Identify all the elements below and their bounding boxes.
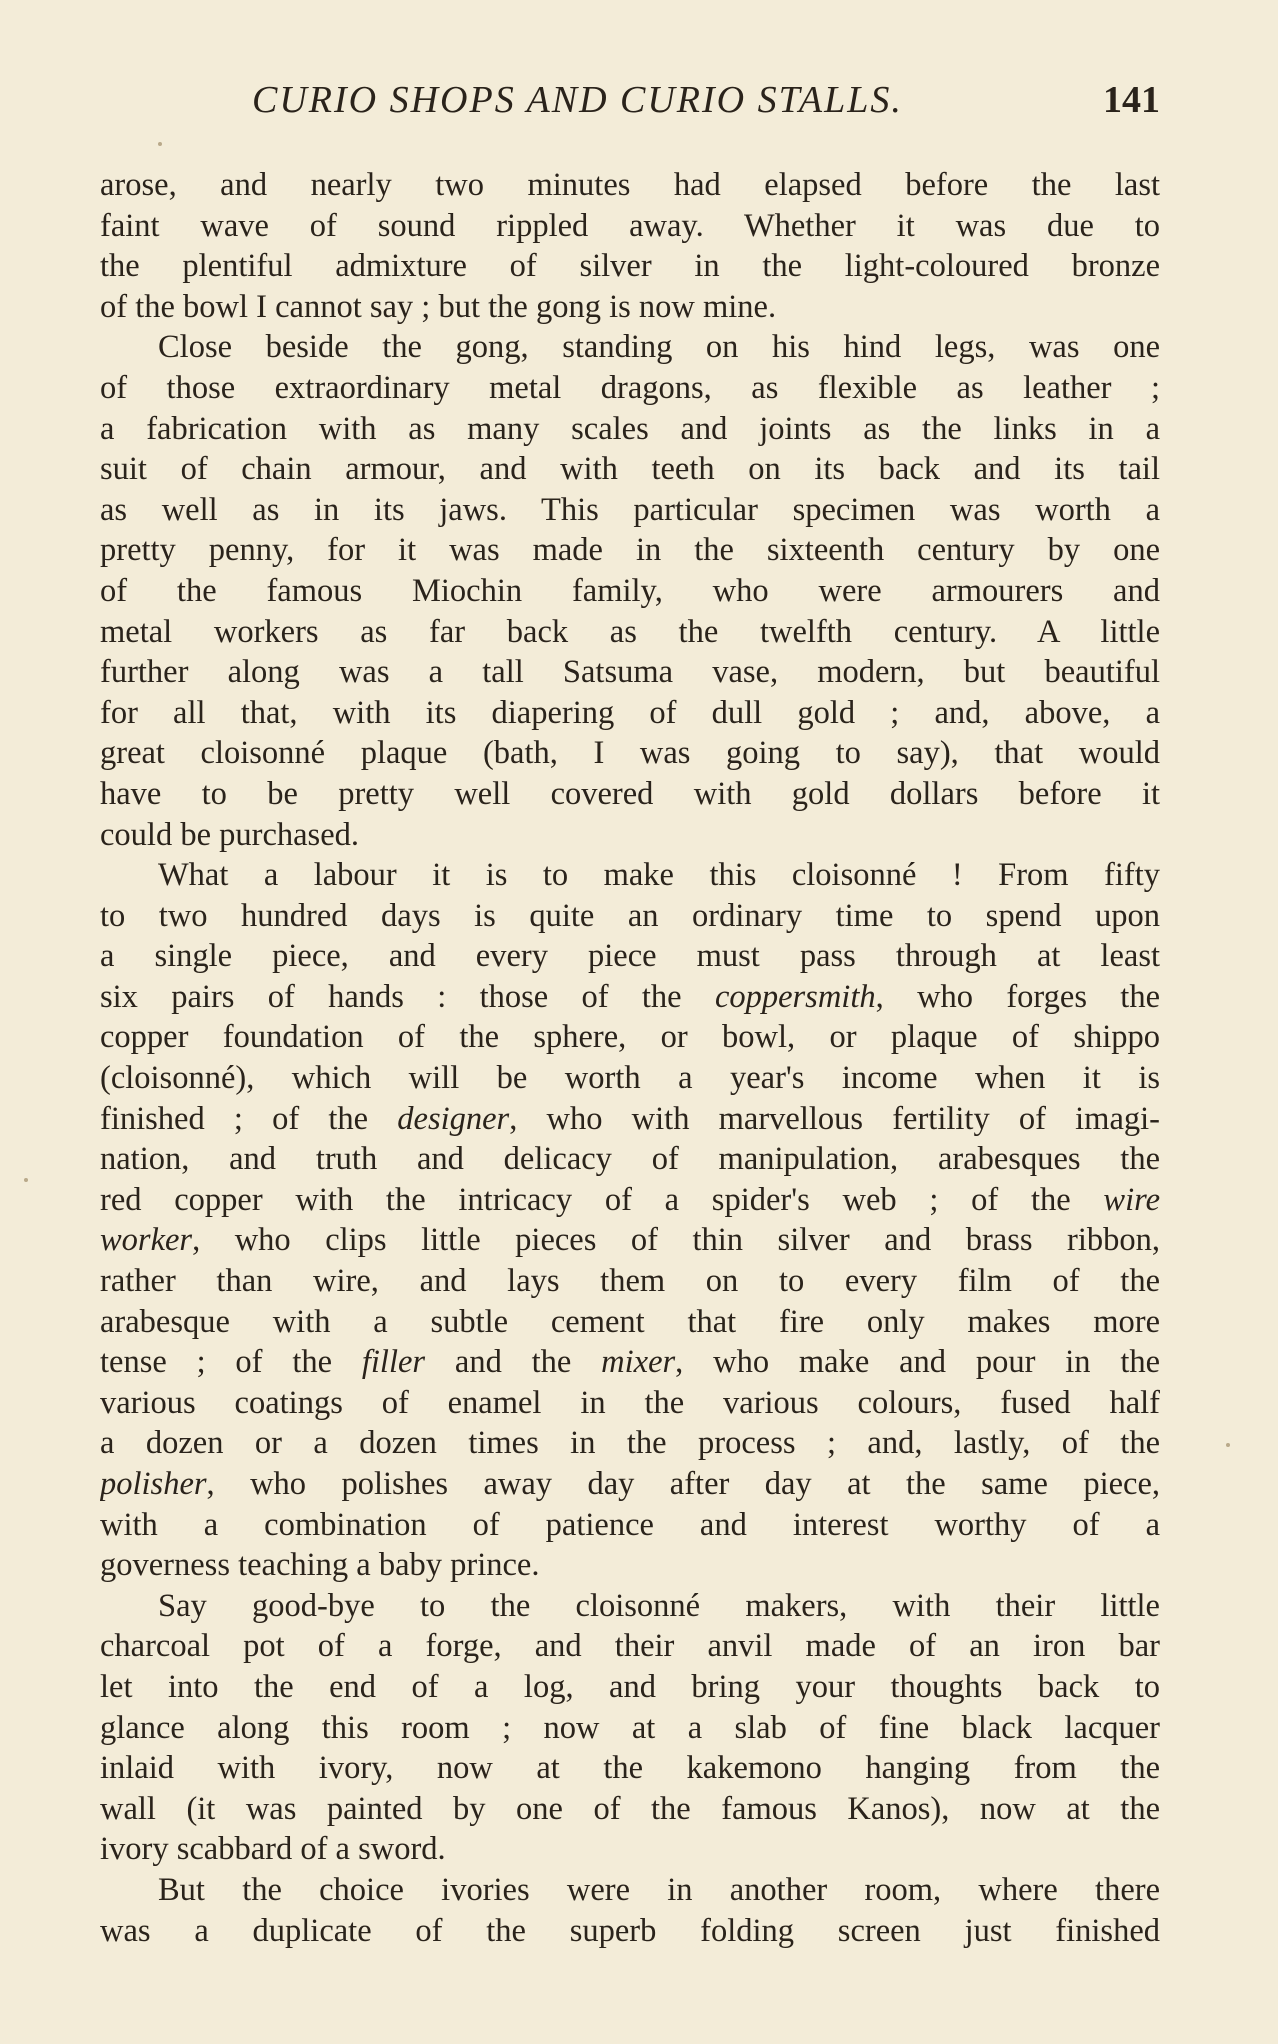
text-line: with a combination of patience and interest worthy of a	[100, 1506, 1160, 1543]
text-segment: , who polishes away day after day at the same piece,	[206, 1466, 1160, 1502]
text-segment: tense ; of the	[100, 1344, 333, 1381]
text-line: inlaid with ivory, now at the kakemono hanging from the	[100, 1750, 1160, 1787]
page-number: 141	[1103, 79, 1160, 121]
paper-speck	[1226, 1443, 1230, 1447]
text-line: copper foundation of the sphere, or bowl, or plaque of shippo	[100, 1019, 1160, 1056]
body-text	[100, 165, 1160, 1951]
italic-term: designer	[397, 1100, 510, 1137]
text-line: wall (it was painted by one of the famous Kanos), now at the	[100, 1790, 1160, 1827]
text-line: let into the end of a log, and bring your thoughts back to	[100, 1668, 1160, 1705]
text-line: of those extraordinary metal dragons, as flexible as leather ;	[100, 369, 1160, 406]
text-line: (cloisonné), which will be worth a year's income when it is	[100, 1060, 1160, 1097]
text-line: of the bowl I cannot say ; but the gong is now mine.	[100, 288, 777, 325]
text-line: faint wave of sound rippled away. Whether it was due to	[100, 207, 1160, 244]
text-line: charcoal pot of a forge, and their anvil made of an iron bar	[100, 1628, 1160, 1665]
text-line: as well as in its jaws. This particular specimen was worth a	[100, 491, 1160, 528]
text-line	[100, 1220, 1160, 1261]
text-segment: , who clips little pieces of thin silver and brass ribbon,	[192, 1222, 1160, 1259]
text-line	[100, 977, 1160, 1018]
italic-term: wire	[1103, 1181, 1160, 1218]
text-line: governess teaching a baby prince.	[100, 1547, 540, 1584]
text-line: to two hundred days is quite an ordinary time to spend upon	[100, 897, 1160, 934]
text-line: pretty penny, for it was made in the sixteenth century by one	[100, 532, 1160, 569]
text-line: Say good-bye to the cloisonné makers, with their little	[158, 1587, 1160, 1624]
paper-speck	[24, 1178, 28, 1182]
text-line: ivory scabbard of a sword.	[100, 1831, 446, 1868]
text-segment: and the	[454, 1344, 572, 1381]
text-line	[100, 1464, 1160, 1505]
text-line: a fabrication with as many scales and joints as the links in a	[100, 410, 1160, 447]
text-line	[100, 1099, 1160, 1140]
italic-term: coppersmith	[714, 978, 876, 1015]
italic-term: mixer	[601, 1344, 676, 1381]
text-line: great cloisonné plaque (bath, I was going to say), that would	[100, 735, 1160, 772]
text-line	[100, 1180, 1160, 1221]
text-line: was a duplicate of the superb folding screen just finished	[100, 1912, 1160, 1949]
text-line: glance along this room ; now at a slab of fine black lacquer	[100, 1709, 1160, 1746]
text-line: metal workers as far back as the twelfth century. A little	[100, 613, 1160, 650]
italic-term: worker	[100, 1222, 193, 1259]
text-line	[100, 1342, 1160, 1383]
text-line: of the famous Miochin family, who were armourers and	[100, 572, 1160, 609]
text-line: rather than wire, and lays them on to every film of the	[100, 1263, 1160, 1300]
text-segment: , who with marvellous fertility of imagi-	[509, 1100, 1160, 1137]
text-line: have to be pretty well covered with gold dollars before it	[100, 775, 1160, 812]
running-head: CURIO SHOPS AND CURIO STALLS.	[252, 79, 903, 121]
text-line: various coatings of enamel in the various colours, fused half	[100, 1384, 1160, 1421]
text-line: arabesque with a subtle cement that fire only makes more	[100, 1303, 1160, 1340]
text-line: the plentiful admixture of silver in the light-coloured bronze	[100, 248, 1160, 285]
text-line: suit of chain armour, and with teeth on its back and its tail	[100, 451, 1160, 488]
text-line: further along was a tall Satsuma vase, modern, but beautiful	[100, 654, 1160, 691]
text-line: a dozen or a dozen times in the process ; and, lastly, of the	[100, 1425, 1160, 1462]
text-line: nation, and truth and delicacy of manipulation, arabesques the	[100, 1141, 1160, 1178]
text-line: But the choice ivories were in another room, where there	[158, 1871, 1160, 1908]
text-line: could be purchased.	[100, 816, 360, 853]
text-line: What a labour it is to make this cloisonné ! From fifty	[158, 857, 1160, 894]
paper-speck	[158, 142, 162, 146]
text-line: for all that, with its diapering of dull gold ; and, above, a	[100, 694, 1160, 731]
text-line: arose, and nearly two minutes had elapsed before the last	[100, 167, 1160, 203]
text-segment: , who forges the	[875, 978, 1160, 1015]
italic-term: polisher	[100, 1466, 207, 1502]
text-line: a single piece, and every piece must pass through at least	[100, 938, 1160, 975]
text-segment: red copper with the intricacy of a spider's web ; of the	[100, 1181, 1071, 1218]
text-segment: , who make and pour in the	[675, 1344, 1160, 1381]
text-segment: finished ; of the	[100, 1100, 369, 1137]
page-header	[100, 78, 1160, 138]
italic-term: filler	[361, 1344, 426, 1381]
text-segment: six pairs of hands : those of the	[100, 978, 682, 1015]
text-line: Close beside the gong, standing on his hind legs, was one	[158, 329, 1160, 366]
